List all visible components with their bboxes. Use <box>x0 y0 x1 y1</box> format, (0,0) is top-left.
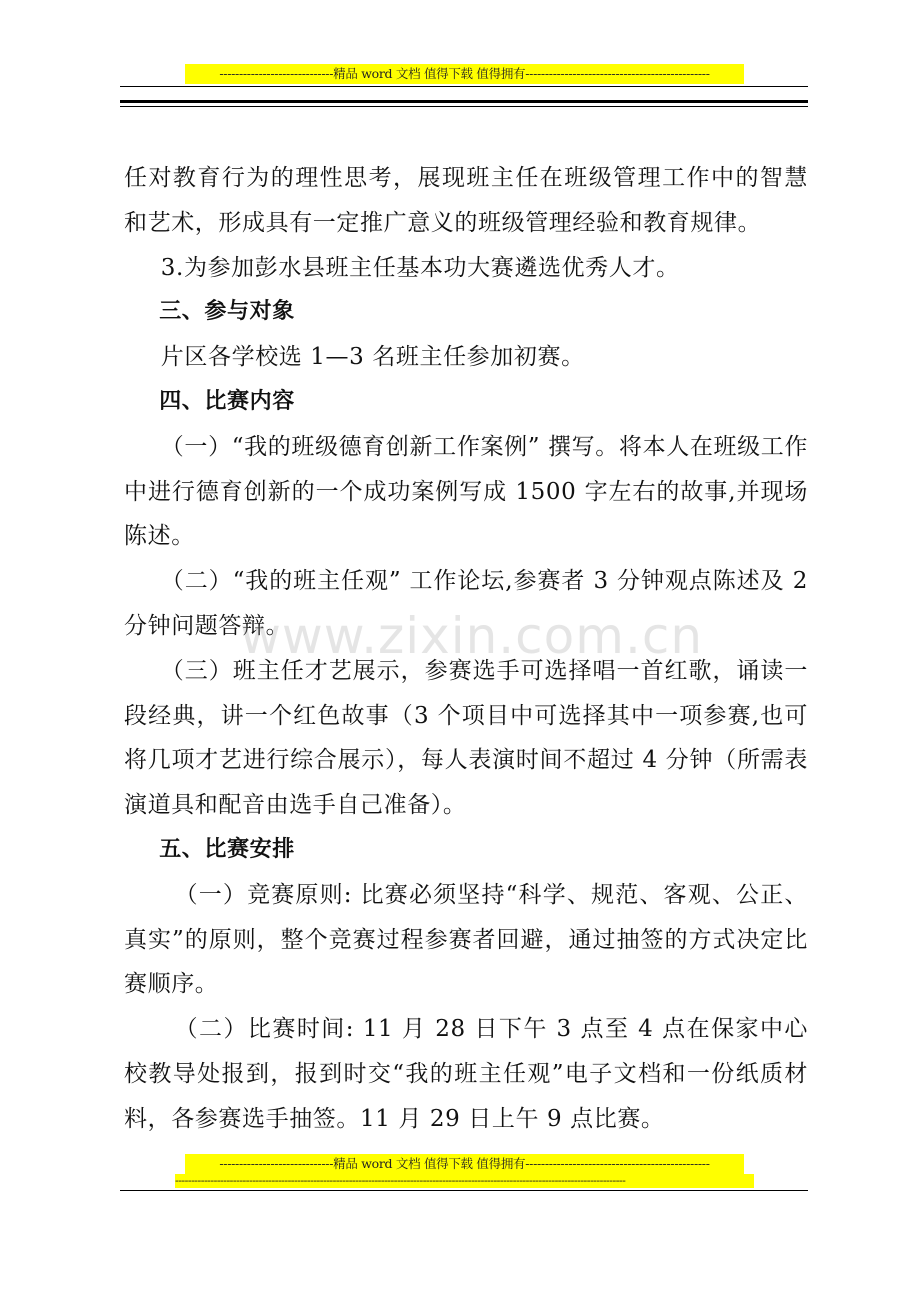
footer-banner: -----------------------------精品 word 文档 值得下载 值得拥有----------------------------------------------- <box>185 1154 744 1174</box>
paragraph-goal-3: 3.为参加彭水县班主任基本功大赛遴选优秀人才。 <box>160 254 680 281</box>
paragraph-participants: 片区各学校选 1—3 名班主任参加初赛。 <box>160 344 585 371</box>
section-heading-content: 四、比赛内容 <box>159 388 295 414</box>
section-heading-arrangement: 五、比赛安排 <box>159 836 295 862</box>
header-rule-top <box>120 86 808 87</box>
footer-rule <box>120 1190 808 1191</box>
paragraph-goal-continued: 任对教育行为的理性思考，展现班主任在班级管理工作中的智慧和艺术，形成具有一定推广意义的班级管理经验和教育规律。 <box>124 165 808 236</box>
section-heading-participants: 三、参与对象 <box>159 299 295 325</box>
header-rule-thick <box>120 100 808 103</box>
paragraph-arrangement-2: （二）比赛时间: 11 月 28 日下午 3 点至 4 点在保家中心校教导处报到，报到时交“我的班主任观”电子文档和一份纸质材料，各参赛选手抽签。11 月 29 日上午 9 点比赛。 <box>124 1016 808 1132</box>
paragraph-arrangement-1: （一）竞赛原则: 比赛必须坚持“科学、规范、客观、公正、真实”的原则，整个竞赛过程参赛者回避，通过抽签的方式决定比赛顺序。 <box>124 881 808 998</box>
header-banner: -----------------------------精品 word 文档 值得下载 值得拥有----------------------------------------------- <box>185 64 744 84</box>
paragraph-content-1: （一）“我的班级德育创新工作案例” 撰写。将本人在班级工作中进行德育创新的一个成功案例写成 1500 字左右的故事,并现场陈述。 <box>124 433 808 550</box>
footer-dash-line: -------------------------------------------------------------------------------------------------------------------------------------------- <box>175 1174 754 1188</box>
header-rule-bottom <box>120 106 808 107</box>
watermark: www.zixin.com.cn <box>240 607 704 665</box>
paragraph-content-2: （二）“我的班主任观” 工作论坛,参赛者 3 分钟观点陈述及 2 分钟问题答辩。 <box>124 568 808 639</box>
paragraph-content-3: （三）班主任才艺展示，参赛选手可选择唱一首红歌，诵读一段经典，讲一个红色故事（3 个项目中可选择其中一项参赛,也可将几项才艺进行综合展示），每人表演时间不超过 4 分钟（所需表演道具和配音由选手自己准备）。 <box>124 657 808 819</box>
